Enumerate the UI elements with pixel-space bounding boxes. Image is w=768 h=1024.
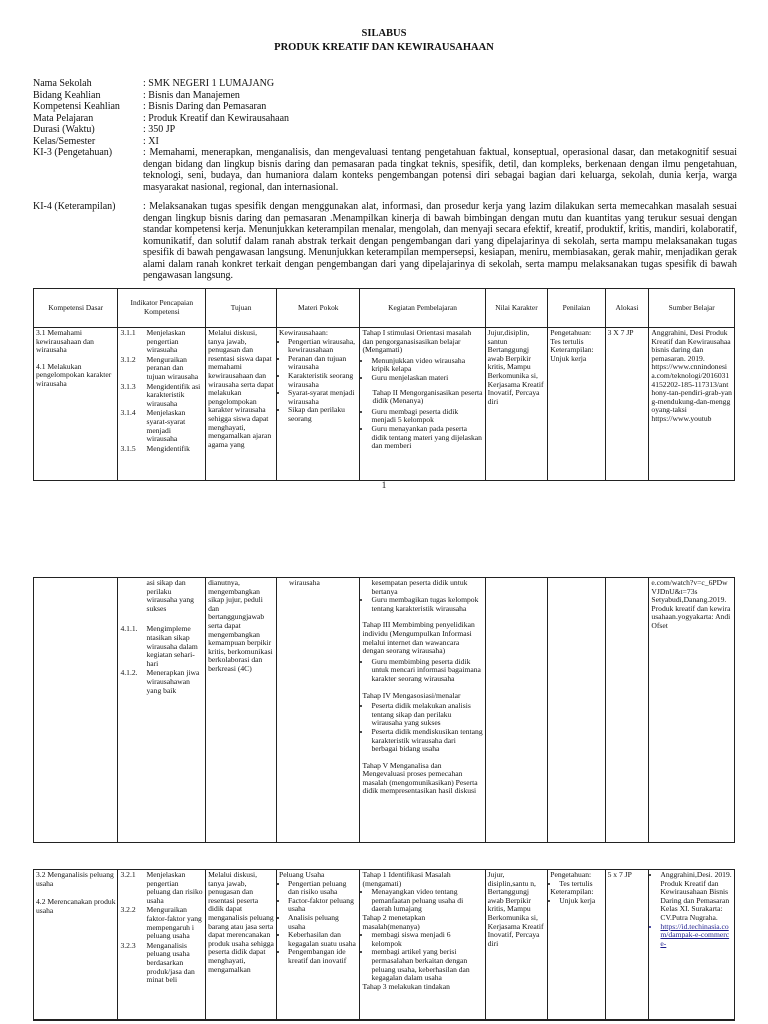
list-item: • Anggrahini,Desi. 2019. Produk Kreatif dan Kewirausahaan Bisnis Daring dan Pemasaran Kelas XI. Surakarta: CV.Putra Nugraha. [660,871,732,923]
kegiatan-cell [360,870,485,1021]
list-item: • Pengembangan ide kreatif dan inovatif [288,948,357,965]
table-row [34,870,735,1021]
indicator-number: 3.2.1 [120,870,136,879]
indicator-number: 3.1.1 [120,328,136,337]
kegiatan-list [362,658,482,684]
col-header: Indikator Pencapaian Kompetensi [118,289,206,328]
penilaian-cell [548,578,605,843]
indicator-cell [118,328,206,481]
kegiatan-list [362,702,482,754]
document-title: SILABUS [361,28,407,39]
list-item: • Menayangkan video tentang pemanfaatan peluang usaha di daerah lumajang [371,888,482,914]
penilaian-cell [548,328,605,481]
alokasi-cell: 3 X 7 JP [605,328,649,481]
col-header: Kompetensi Dasar [34,289,118,328]
indicator-cell [118,578,206,843]
info-label: KI-4 (Keterampilan) [33,201,116,212]
indicator-text: Menguraikan peranan dan tujuan wirausaha [146,354,199,381]
table-row [34,578,735,843]
table-row [34,328,735,481]
info-label: KI-3 (Pengetahuan) [33,147,113,158]
penilaian-list [550,897,602,906]
kd-item: 3.2 Menganalisis peluang usaha [36,870,114,888]
indicator-number: 3.1.2 [120,354,136,364]
col-header: Alokasi [605,289,649,328]
nilai-cell [485,578,548,843]
sumber-link[interactable]: • https://id.techinasia.com/dampak-e-commerce- [660,923,732,949]
info-value: : Bisnis Daring dan Pemasaran [143,101,267,112]
sumber-cell [649,328,735,481]
kegiatan-stage: Tahap 1 Identifikasi Masalah (mengamati) [362,870,451,888]
indicator [120,942,203,985]
document-subtitle: PRODUK KREATIF DAN KEWIRAUSAHAAN [274,42,494,53]
info-row-ki3 [33,147,737,193]
indicator [120,329,203,355]
col-header: Kegiatan Pembelajaran [360,289,485,328]
info-row [33,101,737,113]
penilaian-item: Keterampilan: [550,345,594,355]
info-label: Nama Sekolah [33,78,92,89]
indicator-text: Menjelaskan pengertian wirasuaha [146,328,186,355]
indicator-text: asi sikap dan perilaku wirausaha yang sukses [146,578,194,613]
kegiatan-cell [360,328,485,481]
kegiatan-stage: Tahap IV Mengasosiasi/menalar [362,690,461,700]
indicator [120,445,203,454]
sumber-item: Anggrahini, Desi Produk Kreatif dan Kewirausahaa bisnis daring dan pemasaran. 2019. [651,328,731,363]
list-item: • Tes tertulis [559,880,602,889]
list-item: • Menunjukkan video wirausaha kripik kelapa [371,357,482,374]
alokasi-cell: 5 x 7 JP [605,870,649,1021]
info-row [33,78,737,90]
col-header: Nilai Karakter [485,289,548,328]
indicator [120,871,203,905]
info-label: Durasi (Waktu) [33,124,95,135]
materi-title: Kewirausahaan: [279,328,328,337]
list-item: • membagi artikel yang berisi permasalahan berkaitan dengan peluang usaha, keberhasilan dan kegagalan dalam usaha [371,948,482,982]
penilaian-item: Keterampilan: [550,887,594,897]
info-label: Kompetensi Keahlian [33,101,120,112]
list-item: • Guru membagikan tugas kelompok tentang karakteristik wirausaha [371,596,482,613]
list-item: • Guru membagi peserta didik menjadi 5 kelompok [371,408,482,425]
list-item: • Pengertian wirausaha, kewirausahaan [288,338,357,355]
alokasi-cell [605,578,649,843]
list-item: • Peserta didik melakukan analisis tentang sikap dan perilaku wirausaha yang sukses [371,702,482,728]
sumber-link[interactable]: e.com/watch?v=c_6PDwVJDnU&t=73s [651,578,728,596]
list-item: • Peranan dan tujuan wirausaha [288,355,357,372]
kegiatan-stage: Tahap III Membimbing penyelidikan individu (Mengumpulkan Informasi melalui internet dan wawancara dengan seorang wirausaha) [362,620,475,656]
penilaian-cell [548,870,605,1021]
kd-item: 4.1 Melakukan pengelompokan karakter wirausaha [36,361,112,388]
kegiatan-list [362,408,482,451]
syllabus-table [33,288,735,481]
table-header-row [34,289,735,328]
info-value: : SMK NEGERI 1 LUMAJANG [143,78,275,89]
sumber-link[interactable]: https://www.youtub [651,413,712,423]
indicator-number: 4.1.1. [120,624,138,634]
kegiatan-stage: Tahap I stimulasi Orientasi masalah dan pengorganasisasikan belajar (Mengamati) [362,328,472,355]
indicator-number: 4.1.2. [120,668,138,678]
page-bottom-rule [33,1019,735,1020]
col-header: Materi Pokok [277,289,360,328]
indicator-text: Menjelaskan syarat-syarat menjadi wirausaha [146,408,186,444]
indicator [120,356,203,382]
info-value: : 350 JP [143,124,176,135]
kegiatan-text: kesempatan peserta didik untuk bertanya [371,578,468,596]
info-value: : Memahami, menerapkan, menganalisis, dan mengevaluasi tentang pengetahuan faktual, konseptual, operasional dasar, dan metakognitif sesuai dengan bidang dan lingkup bisnis daring dan pemasaran pada tingkat teknis, spesifik, detil, dan kompleks, berkenaan dengan ilmu pengetahuan, teknologi, seni, budaya, dan humaniora dalam konteks pengembangan potensi diri sebagai bagian dari keluarga, sekolah, dunia kerja, warga masyarakat nasional, regional, dan internasional. [143,147,737,193]
indicator-number: 3.1.4 [120,408,136,418]
list-item: • Guru menjelaskan materi [371,374,482,383]
tujuan-cell: dianutnya, mengembangkan sikap jujur, peduli dan bertanggungjawab serta dapat mengembangkan kemampuan berpikir kritis, berkomunikasi berkolaborasi dan berkreasi (4C) [206,578,277,843]
kd-item: 4.2 Merencanakan produk usaha [36,897,116,915]
kegiatan-cell [360,578,485,843]
indicator-number: 3.1.5 [120,443,136,453]
list-item: • Sikap dan perilaku seorang [288,406,357,423]
indicator-text: Mengimpleme ntasikan sikap wirausaha dalam kegiatan sehari-hari [146,624,198,668]
info-value: : Produk Kreatif dan Kewirausahaan [143,112,290,124]
indicator [120,383,203,409]
list-item: • Guru menayankan pada peserta didik tentang materi yang dijelaskan dan memberi [371,425,482,451]
list-item: • Karakteristik seorang wirausaha [288,372,357,389]
kegiatan-stage: Tahap II Mengorganisasikan peserta didik (Menanya) [372,387,483,406]
identity-block [33,78,737,282]
info-label: Bidang Keahlian [33,89,101,101]
kd-item: 3.1 Memahami kewirausahaan dan wirausaha [36,328,94,355]
syllabus-table-row-2 [33,869,735,1021]
materi-cell [277,328,360,481]
tujuan-cell: Melalui diskusi, tanya jawab, penugasan dan resentasi peserta didik dapat menganalisis peluang barang atau jasa serta dapat merencanakan produk usaha sehigga peserta didik dapat menghayati, mengamalkan [206,870,277,1021]
info-label: Mata Pelajaran [33,112,94,124]
kegiatan-list [362,596,482,613]
kegiatan-stage: Tahap V Menganalisa dan Mengevaluasi proses pemecahan masalah (mengomunikasikan) Peserta didik mempresentasikan hasil diskusi [362,760,478,796]
info-row [33,136,737,148]
nilai-cell: Jujur, disiplin,santu n, Bertanggungj awab Berpikir kritis, Mampu Berkomunika si, Kerjasama Kreatif Inovatif, Percaya diri [485,870,548,1021]
indicator-text: Menguraikan faktor-faktor yang mempengaruh i peluang usaha [146,905,202,941]
indicator [120,906,203,940]
tujuan-cell: Melalui diskusi, tanya jawab, penugasan dan resentasi siswa dapat memahami kewirausahaan dan wirausaha serta dapat melakukan pengelompokan karakter wirausaha sehigga siswa dapat menghayati, mengamalkan ajaran agama yang [206,328,277,481]
sumber-cell [649,870,735,1021]
materi-cell [277,870,360,1021]
indicator-number: 3.2.2 [120,905,136,915]
indicator-text: Menjelaskan pengertian peluang dan risiko usaha [146,870,203,905]
penilaian-item: Unjuk kerja [550,353,587,363]
indicator-number: 3.2.3 [120,940,136,950]
kegiatan-stage: Tahap 2 menetapkan masalah(menanya) [362,912,426,931]
indicator [120,669,203,695]
penilaian-item: Pengetahuan: [550,870,592,879]
list-item: • Keberhasilan dan kegagalan suatu usaha [288,931,357,948]
kd-cell [34,870,118,1021]
page-number: 1 [381,480,387,490]
penilaian-item: Pengetahuan: [550,328,592,337]
info-value: : XI [143,135,159,147]
kegiatan-list [362,357,482,383]
kegiatan-stage: Tahap 3 melakukan tindakan [362,981,450,991]
list-item: • Guru membimbing peserta didik untuk mencari informasi bagaimana karakter seorang wirausaha [371,658,482,684]
kd-cell [34,578,118,843]
info-row-ki4 [33,201,737,282]
list-item: • Analisis peluang usaha [288,914,357,931]
materi-list [279,880,357,966]
sumber-list [651,871,732,948]
col-header: Tujuan [206,289,277,328]
info-row [33,113,737,125]
col-header: Sumber Belajar [649,289,735,328]
indicator [120,625,203,668]
sumber-item: Setyabudi,Danang.2019. Produk kreatif dan kewirausahaan.yogyakarta: Andi Ofset [651,595,731,630]
indicator-text: Mengidentifik asi karakteristik wirausaha [146,381,201,408]
info-row [33,90,737,102]
kegiatan-list [362,931,482,983]
kegiatan-list [362,888,482,914]
col-header: Penilaian [548,289,605,328]
info-label: Kelas/Semester [33,135,96,147]
syllabus-table-continued [33,577,735,843]
info-row [33,124,737,136]
indicator-text: Menerapkan jiwa wirausahawan yang baik [146,668,200,695]
page-one [0,0,768,500]
list-item: • Pengertian peluang dan risiko usaha [288,880,357,897]
penilaian-item: Tes tertulis [550,336,584,346]
info-value: : Bisnis dan Manajemen [143,89,240,101]
nilai-cell: Jujur,disiplin, santun Bertanggungj awab Berpikir kritis, Mampu Berkomunika si, Kerjasama Kreatif Inovatif, Percaya diri [485,328,548,481]
indicator-number: 3.1.3 [120,381,136,391]
indicator-text: Menganalisis peluang usaha berdasarkan produk/jasa dan minat beli [146,940,195,985]
list-item: • membagi siswa menjadi 6 kelompok [371,931,482,948]
materi-cell: wirausaha [277,578,360,843]
sumber-cell [649,578,735,843]
list-item: • Factor-faktor peluang usaha [288,897,357,914]
list-item: • Syarat-syarat menjadi wirausaha [288,389,357,406]
sumber-link[interactable]: https://www.cnnindonesia.com/teknologi/20160314152202-185-117313/anthony-tan-pendiri-grab-yang-mendukung-dan-menggoyang-taksi [651,362,732,415]
info-value: : Melaksanakan tugas spesifik dengan menggunakan alat, informasi, dan prosedur kerja yang lazim dilakukan serta memecahkan masalah sesuai dengan lingkup bisnis daring dan pemasaran .Menampilkan kinerja di bawah bimbingan dengan mutu dan kuantitas yang terukur sesuai dengan standar kompetensi kerja. Menunjukkan keterampilan menalar, mengolah, dan menyaji secara efektif, kreatif, produktif, kritis, mandiri, kolaboratif, komunikatif, dan solutif dalam ranah abstrak terkait dengan pengembangan dari yang dipelajarinya di sekolah, serta mampu melaksanakan tugas spesifik di bawah pengawasan langsung. Menunjukkan keterampilan mempersepsi, kesiapan, meniru, membiasakan, gerak mahir, menjadikan gerak alami dalam ranah konkret terkait dengan pengembangan dari yang dipelajarinya di sekolah, serta mampu melaksanakan tugas spesifik di bawah pengawasan langsung. [143,201,737,281]
indicator-cell [118,870,206,1021]
kd-cell [34,328,118,481]
indicator-text: Mengidentifik [146,443,190,453]
materi-list [279,338,357,424]
list-item: • Peserta didik mendiskusikan tentang karakteristik wirausaha dari berbagai bidang usaha [371,728,482,754]
list-item: • Unjuk kerja [559,897,602,906]
materi-title: Peluang Usaha [279,870,325,879]
indicator [120,409,203,443]
